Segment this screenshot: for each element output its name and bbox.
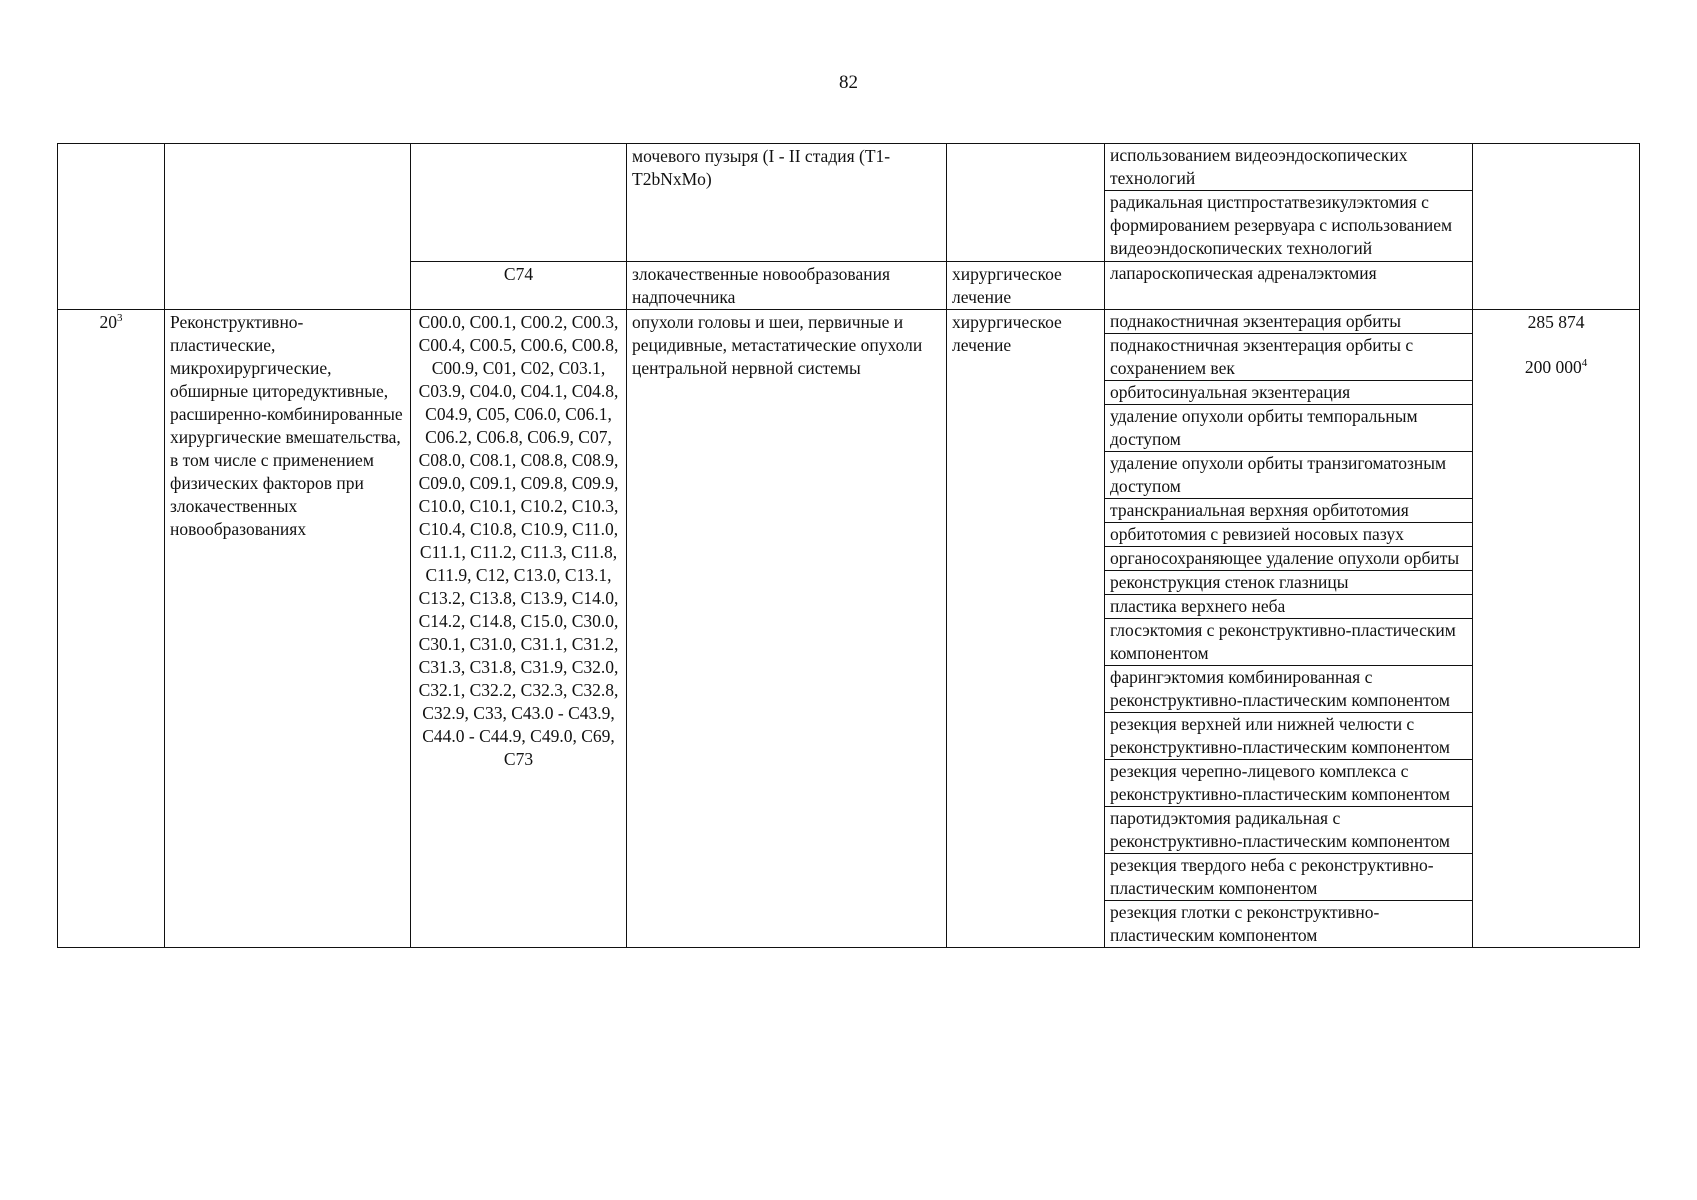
- method-item: резекция черепно-лицевого комплекса с реконструктивно-пластическим компонентом: [1105, 760, 1472, 807]
- method-item: реконструкция стенок глазницы: [1105, 571, 1472, 595]
- group-number-footnote: 3: [117, 312, 123, 325]
- table-row-continuation: [58, 144, 1640, 262]
- cell-diagnosis: злокачественные новообразования надпочечника: [627, 262, 947, 310]
- method-item: резекция верхней или нижней челюсти с реконструктивно-пластическим компонентом: [1105, 713, 1472, 760]
- method-item: радикальная цистпростатвезикулэктомия с формированием резервуара с использованием видеоэндоскопических технологий: [1110, 192, 1453, 258]
- method-item: поднакостничная экзентерация орбиты с сохранением век: [1105, 334, 1472, 381]
- method-item: органосохраняющее удаление опухоли орбиты: [1105, 547, 1472, 571]
- cell-methods: [1105, 310, 1473, 948]
- cell-methods: [1105, 262, 1473, 310]
- method-item: глосэктомия с реконструктивно-пластическим компонентом: [1105, 619, 1472, 666]
- method-item: резекция твердого неба с реконструктивно-пластическим компонентом: [1105, 854, 1472, 901]
- price-secondary-value: 200 000: [1524, 357, 1582, 377]
- cell-code-empty: [411, 144, 627, 262]
- method-item: пластика верхнего неба: [1105, 595, 1472, 619]
- cell-number: [58, 310, 165, 948]
- method-item: использованием видеоэндоскопических технологий: [1105, 144, 1472, 191]
- method-item: орбитотомия с ревизией носовых пазух: [1105, 523, 1472, 547]
- price-primary: 285 874: [1527, 312, 1585, 332]
- method-item: лапароскопическая адреналэктомия: [1110, 263, 1377, 283]
- cell-codes: C00.0, C00.1, C00.2, C00.3, C00.4, C00.5, C00.6, C00.8, C00.9, C01, C02, C03.1, C03.9, C04.0, C04.1, C04.8, C04.9, C05, C06.0, C06.1, C06.2, C06.8, C06.9, C07, C08.0, C08.1, C08.8, C08.9, C09.0, C09.1, C09.8, C09.9, C10.0, C10.1, C10.2, C10.3, C10.4, C10.8, C10.9, C11.0, C11.1, C11.2, C11.3, C11.8, C11.9, C12, C13.0, C13.1, C13.2, C13.8, C13.9, C14.0, C14.2, C14.8, C15.0, C30.0, C30.1, C31.0, C31.1, C31.2, C31.3, C31.8, C31.9, C32.0, C32.1, C32.2, C32.3, C32.8, C32.9, C33, C43.0 - C43.9, C44.0 - C44.9, C49.0, C69, C73: [411, 310, 627, 948]
- price-footnote: 4: [1581, 357, 1588, 370]
- price-secondary: [1478, 356, 1634, 379]
- cell-treatment-empty: [947, 144, 1105, 262]
- method-item: орбитосинуальная экзентерация: [1105, 381, 1472, 405]
- cell-treatment: хирургическое лечение: [947, 310, 1105, 948]
- cell-name-empty: [165, 144, 411, 310]
- cell-price-empty: [1473, 144, 1640, 310]
- cell-treatment: хирургическое лечение: [947, 262, 1105, 310]
- cell-diagnosis: мочевого пузыря (I - II стадия (T1-T2bNxMo): [627, 144, 947, 262]
- method-item: резекция глотки с реконструктивно-пластическим компонентом: [1110, 902, 1380, 945]
- cell-number-empty: [58, 144, 165, 310]
- table-row-group-20: [58, 310, 1640, 948]
- method-item: паротидэктомия радикальная с реконструктивно-пластическим компонентом: [1105, 807, 1472, 854]
- method-item: транскраниальная верхняя орбитотомия: [1105, 499, 1472, 523]
- cell-code: C74: [411, 262, 627, 310]
- cell-price: [1473, 310, 1640, 948]
- cell-methods: [1105, 144, 1473, 262]
- method-item: удаление опухоли орбиты темпоральным доступом: [1105, 405, 1472, 452]
- cell-name: Реконструктивно-пластические, микрохирургические, обширные циторедуктивные, расширенно-комбинированные хирургические вмешательства, в том числе с применением физических факторов при злокачественных новообразованиях: [165, 310, 411, 948]
- cell-diagnosis: опухоли головы и шеи, первичные и рецидивные, метастатические опухоли центральной нервной системы: [627, 310, 947, 948]
- method-item: фарингэктомия комбинированная с реконструктивно-пластическим компонентом: [1105, 666, 1472, 713]
- group-number: 20: [99, 312, 117, 332]
- method-item: удаление опухоли орбиты транзигоматозным доступом: [1105, 452, 1472, 499]
- method-item: поднакостничная экзентерация орбиты: [1105, 310, 1472, 334]
- medical-care-table: [57, 143, 1640, 948]
- page-number: 82: [839, 72, 858, 93]
